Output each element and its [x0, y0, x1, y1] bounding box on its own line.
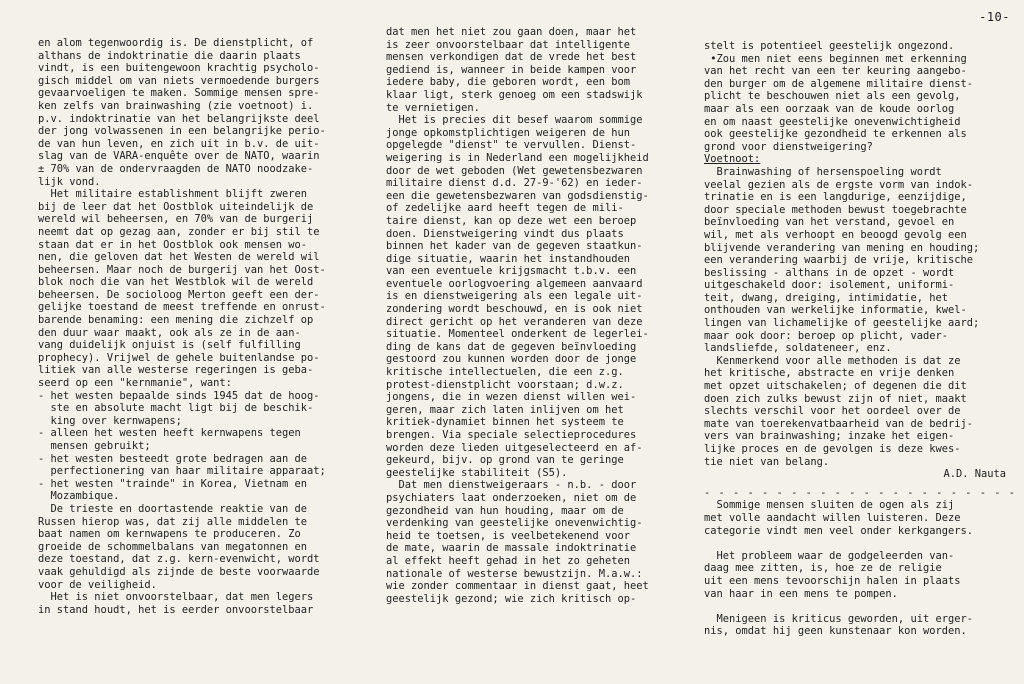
text-line: deze toestand, dat z.g. kern-evenwicht, wordt	[38, 553, 320, 566]
text-line: protest-dienstplicht voorstaan; d.w.z.	[386, 378, 624, 391]
text-line: mate van toerekenvatbaarheid van de bedrij-	[704, 417, 973, 430]
text-column-middle	[386, 26, 704, 605]
text-line: jonge opkomstplichtigen weigeren de hun	[386, 126, 630, 139]
text-line: beheersen. Maar noch de burgerij van het Oost-	[38, 263, 326, 276]
text-line: Het probleem waar de godgeleerden van-	[704, 549, 955, 562]
text-line: plicht te beschouwen niet als een gevolg,	[704, 90, 961, 103]
text-line: van het recht van een ter keuring aangebo-	[704, 65, 967, 78]
text-line: lingen van lichamelijke of geestelijke aard;	[704, 317, 980, 330]
text-line: bij de leer dat het Oostblok uiteindelijk de	[38, 200, 314, 213]
text-line: neemt dat op gezag aan, zonder er bij stil te	[38, 225, 320, 238]
text-line: van een eventuele krijgsmacht t.b.v. een	[386, 265, 637, 278]
text-line: Dat men dienstweigeraars - n.b. - door	[386, 479, 637, 492]
footnote-heading: Voetnoot:	[704, 153, 761, 166]
text-line: situatie. Momenteel onderkent de legerlei-	[386, 328, 649, 341]
text-line: barende benaming: een mening die zichzelf op	[38, 314, 314, 327]
text-line: gelijke toestand de meest treffende en onrust-	[38, 301, 326, 314]
text-line: met volle aandacht willen luisteren. Deze	[704, 511, 961, 524]
text-line: van haar in een mens te pompen.	[704, 587, 898, 600]
text-line: geestelijk gezond; wie zich kritisch op-	[386, 592, 637, 605]
text-line: p.v. indoktrinatie van het belangrijkste deel	[38, 112, 320, 125]
text-line: gisch middel om van niets vermoedende burgers	[38, 74, 320, 87]
text-line: gevaarvoeligen te maken. Sommige mensen spre-	[38, 87, 320, 100]
text-line: uit een mens tevoorschijn halen in plaats	[704, 574, 961, 587]
text-line: met opzet uitschakelen; of degenen die dit	[704, 380, 967, 393]
text-line: beslissing - althans in de opzet - wordt	[704, 266, 955, 279]
text-line: •Zou men niet eens beginnen met erkenning	[704, 52, 967, 65]
text-line: king over kernwapens;	[38, 414, 182, 427]
text-line: zondering wordt beschouwd, en is ook niet	[386, 303, 643, 316]
text-line: wil, met als verhoopt en beoogd gevolg een	[704, 228, 967, 241]
text-line: blijvende verandering van mening en houding;	[704, 241, 980, 254]
text-line: is zeer onvoorstelbaar dat intelligente	[386, 38, 630, 51]
text-line: nis, omdat hij geen kunstenaar kon worden.	[704, 625, 967, 638]
text-line: gezondheid van hun houding, maar om de	[386, 504, 624, 517]
text-line: de van hun leven, en zich uit in b.v. de uit-	[38, 137, 320, 150]
text-line: categorie vindt men veel onder kerkgangers.	[704, 524, 973, 537]
text-line: een verandering waarbij de vrije, kritische	[704, 254, 973, 267]
text-line: Kenmerkend voor alle methoden is dat ze	[704, 354, 961, 367]
text-line: geren, maar zich laten inlijven om het	[386, 403, 624, 416]
text-line: voor de veiligheid.	[38, 578, 157, 591]
text-line: - alleen het westen heeft kernwapens tegen	[38, 427, 301, 440]
text-line: verdenking van geestelijke onevenwichtig-	[386, 517, 643, 530]
aphorisms	[704, 499, 1020, 638]
text-line: gediend is, wanneer in beide kampen voor	[386, 63, 637, 76]
text-line: vaak gehuldigd als zijnde de beste voorwaarde	[38, 565, 320, 578]
text-line: Russen hierop was, dat zij alle middelen te	[38, 515, 307, 528]
text-line: der jong volwassenen in een belangrijke perio-	[38, 125, 326, 138]
text-line: stelt is potentieel geestelijk ongezond.	[704, 40, 955, 52]
text-line: brengen. Via speciale selectieprocedures	[386, 429, 637, 441]
text-line: Het militaire establishment blijft zweren	[38, 188, 307, 201]
text-column-right	[704, 40, 1020, 638]
text-line: heid te toetsen, is veelbetekenend voor	[386, 529, 630, 542]
text-line: slag van de VARA-enquête over de NATO, waarin	[38, 150, 320, 163]
text-line: Het is niet onvoorstelbaar, dat men legers	[38, 591, 314, 604]
text-line: vang duidelijk onjuist is (self fulfilling	[38, 339, 301, 352]
text-line: dige situatie, waarin het instandhouden	[386, 252, 630, 265]
text-line: Sommige mensen sluiten de ogen als zij	[704, 499, 955, 512]
text-line: doen zich zulks bewust zijn of niet, maakt	[704, 392, 967, 405]
text-line: gestoord zou kunnen worden door de jonge	[386, 353, 637, 366]
text-line: wie zonder commentaar in dienst gaat, heet	[386, 580, 649, 593]
text-line: direct gericht op het veranderen van deze	[386, 315, 643, 328]
text-line: ook geestelijke gezondheid te erkennen als	[704, 128, 967, 141]
text-line: staan dat er in het Oostblok ook mensen wo-	[38, 238, 307, 251]
text-line: ste en absolute macht ligt bij de beschik-	[38, 402, 314, 415]
text-line: - het westen bepaalde sinds 1945 dat de hoog-	[38, 389, 320, 402]
text-line: beheersen. De socioloog Merton geeft een der-	[38, 288, 320, 301]
dashed-separator: - - - - - - - - - - - - - - - - - - - - - -	[704, 486, 1016, 499]
text-line: mensen gebruikt;	[38, 440, 151, 452]
text-line: maar als een oorzaak van de koude oorlog	[704, 102, 955, 115]
text-line: het kritische, abstracte en vrije denken	[704, 367, 955, 380]
text-line: in stand houdt, het is eerder onvoorstelbaar	[38, 603, 314, 616]
text-line: tie niet van belang.	[704, 455, 830, 468]
closing-paragraph	[704, 40, 1020, 153]
text-line: is en dienstweigering als een legale uit-	[386, 290, 643, 303]
text-line: Het is precies dit besef waarom sommige	[386, 114, 643, 127]
text-line: De trieste en doortastende reaktie van de	[38, 502, 307, 515]
text-line: geestelijke stabiliteit (S5).	[386, 466, 568, 479]
text-line	[704, 600, 1020, 613]
text-line: prophecy). Vrijwel de gehele buitenlandse po-	[38, 351, 320, 364]
text-line: gekeurd, bijv. op grond van te geringe	[386, 454, 624, 467]
text-line: beïnvloeding van het verstand, gevoel en	[704, 216, 955, 229]
text-line: te vernietigen.	[386, 101, 480, 114]
text-line: maar ook door: beroep op plicht, vader-	[704, 329, 948, 342]
text-line: Brainwashing of hersenspoeling wordt	[704, 165, 942, 178]
text-line: klaar ligt, sterk genoeg om een stadswijk	[386, 88, 643, 101]
text-line: trinatie en is een langdurige, eenzijdige,	[704, 191, 967, 204]
author-signature: A.D. Nauta	[943, 468, 1006, 481]
text-line: al effekt heeft gehad in het zo geheten	[386, 554, 630, 567]
text-line: seerd op een "kernmanie", want:	[38, 377, 232, 390]
text-line: door de wet geboden (Wet gewetensbezwaren	[386, 164, 643, 177]
text-line: eventuele oorlogvoering algemeen aanvaard	[386, 277, 643, 290]
text-line: of zedelijke aard heeft tegen de mili-	[386, 202, 624, 215]
text-line: en alom tegenwoordig is. De dienstplicht, of	[38, 37, 314, 49]
text-line: worden deze lieden uitgeselecteerd en af-	[386, 441, 643, 454]
text-line: taire dienst, kan op deze wet een beroep	[386, 214, 637, 227]
text-line: mensen verkondigen dat de vrede het best	[386, 51, 637, 64]
text-line: slechts verschil voor het oordeel over de	[704, 405, 961, 418]
page-number: -10-	[979, 10, 1010, 24]
text-line: ken zelfs van brainwashing (zie voetnoot) i.	[38, 99, 314, 112]
text-line: onthouden van werkelijke informatie, kwel-	[704, 304, 967, 317]
text-line: blok noch die van het Westblok wil de wereld	[38, 276, 314, 289]
text-line: baat namen om kernwapens te produceren. Zo	[38, 528, 301, 541]
text-line: lijke proces en de gevolgen is deze kwes-	[704, 443, 961, 455]
text-line: teit, dwang, dreiging, intimidatie, het	[704, 291, 948, 304]
text-line: vindt, is een buitengewoon krachtig psycholo-	[38, 62, 320, 75]
text-line: nen, die geloven dat het Westen de wereld wil	[38, 251, 320, 264]
text-line: perfectionering van haar militaire apparaat;	[38, 465, 326, 478]
text-line: althans de indoktrinatie die daarin plaats	[38, 49, 301, 62]
text-line: door speciale methoden bewust toegebrachte	[704, 203, 967, 216]
text-line: vers van brainwashing; inzake het eigen-	[704, 430, 955, 443]
text-line: - het westen besteedt grote bedragen aan de	[38, 452, 307, 465]
text-line: jongens, die in wezen dienst willen wei-	[386, 391, 637, 404]
text-line: opgelegde "dienst" te vervullen. Dienst-	[386, 139, 637, 152]
text-line: doen. Dienstweigering vindt dus plaats	[386, 227, 624, 240]
text-line: wereld wil beheersen, en 70% van de burgerij	[38, 213, 314, 226]
text-column-left	[38, 37, 366, 616]
text-line: Mozambique.	[38, 490, 120, 503]
text-line: landsliefde, soldateneer, enz.	[704, 342, 892, 355]
text-line: nationale of westerse bewustzijn. M.a.w.:	[386, 567, 643, 580]
footnote-text	[704, 166, 1020, 468]
text-line: - het westen "trainde" in Korea, Vietnam en	[38, 477, 307, 490]
text-line: dat men het niet zou gaan doen, maar het	[386, 26, 637, 38]
text-line: lijk vond.	[38, 175, 101, 188]
text-line: militaire dienst d.d. 27-9-'62) en ieder-	[386, 177, 643, 190]
text-line: grond voor dienstweigering?	[704, 140, 873, 153]
text-line: een die gewetensbezwaren van godsdienstig-	[386, 189, 649, 202]
text-line: veelal gezien als de ergste vorm van indok-	[704, 178, 973, 191]
text-line: uitgeschakeld door: isolement, uniformi-	[704, 279, 955, 292]
text-line: den burger om de algemene militaire dienst-	[704, 77, 973, 90]
text-line: groeide de schommelbalans van megatonnen en	[38, 540, 307, 553]
text-line: Menigeen is kriticus geworden, uit erger-	[704, 612, 973, 625]
text-line: de mate, waarin de massale indoktrinatie	[386, 542, 637, 555]
text-line: ± 70% van de ondervraagden de NATO noodzake-	[38, 162, 314, 175]
text-line: litiek van alle westerse regeringen is geba-	[38, 364, 314, 377]
text-line: ding de kans dat de gegeven beïnvloeding	[386, 340, 637, 353]
text-line: binnen het kader van de gegeven staatkun-	[386, 240, 643, 253]
text-line: kritische intellectuelen, die een z.g.	[386, 366, 624, 379]
text-line: den duur waar maakt, ook als ze in de aan-	[38, 326, 301, 339]
text-line: daag mee zitten, is, hoe ze de religie	[704, 562, 942, 575]
text-line: weigering is in Nederland een mogelijkheid	[386, 151, 649, 164]
text-line: iedere baby, die geboren wordt, een bom	[386, 76, 630, 89]
text-line: psychiaters laat onderzoeken, niet om de	[386, 491, 637, 504]
text-line: en om naast geestelijke onevenwichtigheid	[704, 115, 961, 128]
text-line	[704, 537, 1020, 550]
text-line: kritiek-dynamiet binnen het systeem te	[386, 416, 624, 429]
